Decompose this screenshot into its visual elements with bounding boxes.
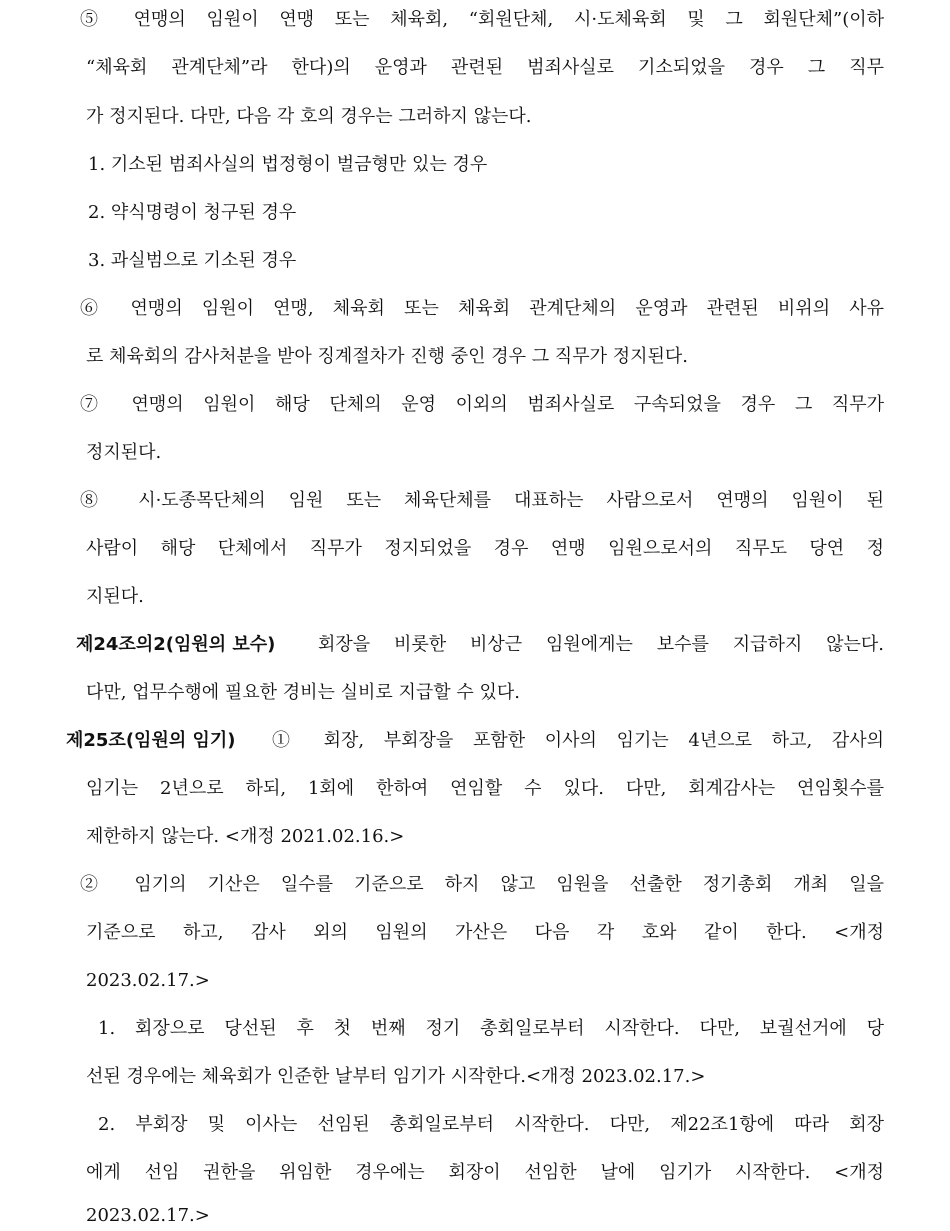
article-25-item-1-line-1: 1. 회장으로 당선된 후 첫 번째 정기 총회일로부터 시작한다. 다만, 보궐선거에 당 — [98, 1018, 884, 1039]
para-6-line-2: 로 체육회의 감사처분을 받아 징계절차가 진행 중인 경우 그 직무가 정지된다. — [86, 346, 688, 367]
para-8-line-1: ⑧ 시·도종목단체의 임원 또는 체육단체를 대표하는 사람으로서 연맹의 임원이 된 — [80, 490, 884, 511]
article-25-heading: 제25조(임원의 임기) — [66, 730, 236, 751]
para-7-line-2: 정지된다. — [86, 442, 162, 463]
article-25-item-2-line-3: 2023.02.17.> — [86, 1205, 210, 1226]
list-item: 2. 약식명령이 청구된 경우 — [88, 202, 297, 223]
list-item: 1. 기소된 범죄사실의 법정형이 벌금형만 있는 경우 — [88, 154, 488, 175]
para-7-line-1: ⑦ 연맹의 임원이 해당 단체의 운영 이외의 범죄사실로 구속되었을 경우 그 직무가 — [80, 394, 884, 415]
para-6-line-1: ⑥ 연맹의 임원이 연맹, 체육회 또는 체육회 관계단체의 운영과 관련된 비위의 사유 — [80, 298, 884, 319]
article-25-line-2: 임기는 2년으로 하되, 1회에 한하여 연임할 수 있다. 다만, 회계감사는 연임횟수를 — [86, 778, 884, 799]
article-24-2-line-1: 회장을 비롯한 비상근 임원에게는 보수를 지급하지 않는다. — [318, 634, 884, 655]
article-25-item-2-line-1: 2. 부회장 및 이사는 선임된 총회일로부터 시작한다. 다만, 제22조1항에 따라 회장 — [98, 1114, 884, 1135]
para-5-line-1: ⑤ 연맹의 임원이 연맹 또는 체육회, “회원단체, 시·도체육회 및 그 회원단체”(이하 — [80, 9, 884, 30]
article-25-para-2-line-1: ② 임기의 기산은 일수를 기준으로 하지 않고 임원을 선출한 정기총회 개최 일을 — [80, 874, 884, 895]
article-25-item-1-line-2: 선된 경우에는 체육회가 인준한 날부터 임기가 시작한다.<개정 2023.02.17.> — [86, 1066, 706, 1087]
list-item: 3. 과실범으로 기소된 경우 — [88, 250, 297, 271]
para-8-line-2: 사람이 해당 단체에서 직무가 정지되었을 경우 연맹 임원으로서의 직무도 당연 정 — [86, 538, 884, 559]
article-24-2-line-2: 다만, 업무수행에 필요한 경비는 실비로 지급할 수 있다. — [86, 682, 521, 703]
article-25-line-1: ① 회장, 부회장을 포함한 이사의 임기는 4년으로 하고, 감사의 — [272, 730, 884, 751]
article-24-2-heading: 제24조의2(임원의 보수) — [76, 634, 276, 655]
para-5-line-2: “체육회 관계단체”라 한다)의 운영과 관련된 범죄사실로 기소되었을 경우 그 직무 — [86, 57, 884, 78]
article-25-line-3: 제한하지 않는다. <개정 2021.02.16.> — [86, 826, 405, 847]
article-25-item-2-line-2: 에게 선임 권한을 위임한 경우에는 회장이 선임한 날에 임기가 시작한다. <개정 — [86, 1162, 884, 1183]
para-8-line-3: 지된다. — [86, 586, 144, 607]
article-25-para-2-line-3: 2023.02.17.> — [86, 970, 210, 991]
article-25-para-2-line-2: 기준으로 하고, 감사 외의 임원의 가산은 다음 각 호와 같이 한다. <개정 — [86, 922, 884, 943]
para-5-line-3: 가 정지된다. 다만, 다음 각 호의 경우는 그러하지 않는다. — [86, 106, 532, 127]
